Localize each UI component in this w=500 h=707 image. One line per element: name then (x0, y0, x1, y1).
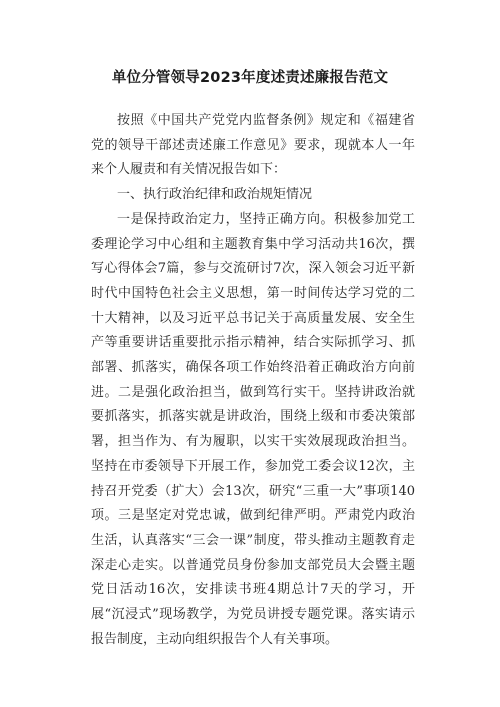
section-paragraph: 一是保持政治定力，坚持正确方向。积极参加党工委理论学习中心组和主题教育集中学习活动共16次，撰写心得体会7篇，参与交流研讨7次，深入领会习近平新时代中国特色社会主义思想，第一时间传达学习党的二十大精神，以及习近平总书记关于高质量发展、安全生产等重要讲话重要批示指示精神，结合实际抓学习、抓部署、抓落实，确保各项工作始终沿着正确政治方向前进。二是强化政治担当，做到笃行实干。坚持讲政治就要抓落实，抓落实就是讲政治，围绕上级和市委决策部署，担当作为、有为履职，以实干实效展现政治担当。坚持在市委领导下开展工作，参加党工委会议12次，主持召开党委（扩大）会13次，研究“三重一大”事项140项。三是坚定对党忠诚，做到纪律严明。严肃党内政治生活，认真落实“三会一课”制度，带头推动主题教育走深走心走实。以普通党员身份参加支部党员大会暨主题党日活动16次，安排读书班4期总计7天的学习，开展“沉浸式”现场教学，为党员讲授专题党课。落实请示报告制度，主动向组织报告个人有关事项。 (91, 211, 415, 647)
document-title: 单位分管领导2023年度述责述廉报告范文 (111, 70, 389, 86)
intro-paragraph: 按照《中国共产党党内监督条例》规定和《福建省党的领导干部述责述廉工作意见》要求，现就本人一年来个人履责和有关情况报告如下： (91, 113, 415, 178)
section-heading: 一、执行政治纪律和政治规矩情况 (117, 187, 313, 203)
document-body (91, 109, 415, 652)
